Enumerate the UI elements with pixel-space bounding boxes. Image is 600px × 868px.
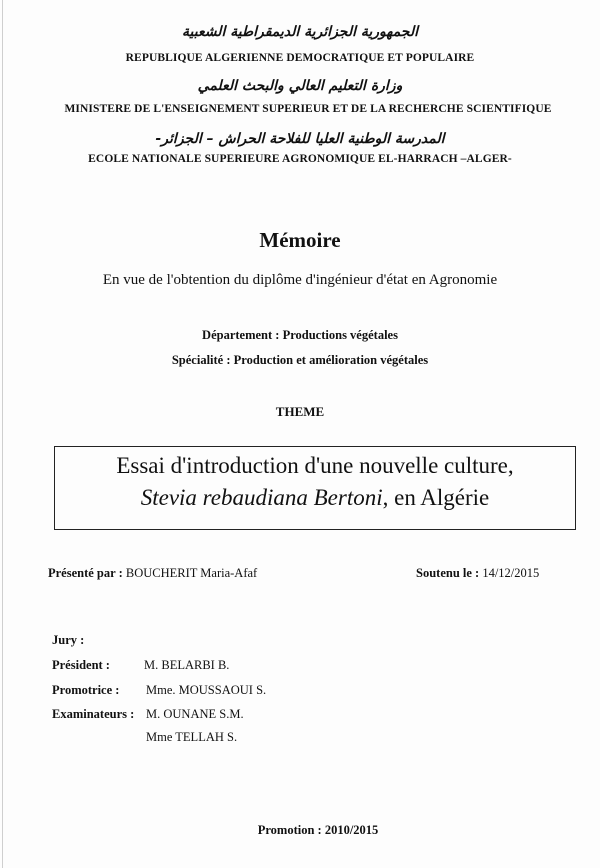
president-name: M. BELARBI B. <box>144 658 230 672</box>
jury-label: Jury : <box>52 633 85 647</box>
school-arabic: المدرسة الوطنية العليا للفلاحة الحراش – الجزائر- <box>155 131 445 147</box>
school-french: ECOLE NATIONALE SUPERIEURE AGRONOMIQUE EL-HARRACH –ALGER- <box>88 153 512 165</box>
theme-box <box>54 446 576 530</box>
examinateur-2: Mme TELLAH S. <box>146 730 238 744</box>
promotion: Promotion : 2010/2015 <box>257 823 379 837</box>
species-name: Stevia rebaudiana Bertoni <box>140 485 383 510</box>
promotrice-name: Mme. MOUSSAOUI S. <box>146 683 267 697</box>
ministry-arabic: وزارة التعليم العالي والبحث العلمي <box>197 78 403 94</box>
presented-label: Présenté par : <box>48 566 123 580</box>
defended-label: Soutenu le : <box>416 566 480 580</box>
department: Département : Productions végétales <box>202 328 398 342</box>
theme-title-location: , en Algérie <box>382 485 490 510</box>
republic-arabic: الجمهورية الجزائرية الديمقراطية الشعبية <box>181 24 418 40</box>
theme-label: THEME <box>275 404 325 419</box>
presented-by <box>48 566 257 581</box>
ministry-french: MINISTERE DE L'ENSEIGNEMENT SUPERIEUR ET DE LA RECHERCHE SCIENTIFIQUE <box>64 103 552 115</box>
presenter-name: BOUCHERIT Maria-Afaf <box>125 566 258 580</box>
defense-date: 14/12/2015 <box>482 566 540 580</box>
document-title: Mémoire <box>259 228 341 252</box>
president-label: Président : <box>52 658 110 672</box>
defended-on <box>416 566 539 581</box>
promotrice-label: Promotrice : <box>52 683 120 697</box>
examinateurs-label: Examinateurs : <box>52 707 135 721</box>
theme-title-line1: Essai d'introduction d'une nouvelle culture, <box>116 453 514 478</box>
examinateur-1: M. OUNANE S.M. <box>146 707 244 721</box>
diploma-purpose: En vue de l'obtention du diplôme d'ingénieur d'état en Agronomie <box>102 272 498 288</box>
theme-title-line2 <box>55 485 575 511</box>
republic-french: REPUBLIQUE ALGERIENNE DEMOCRATIQUE ET POPULAIRE <box>125 52 475 64</box>
speciality: Spécialité : Production et amélioration végétales <box>171 353 429 367</box>
